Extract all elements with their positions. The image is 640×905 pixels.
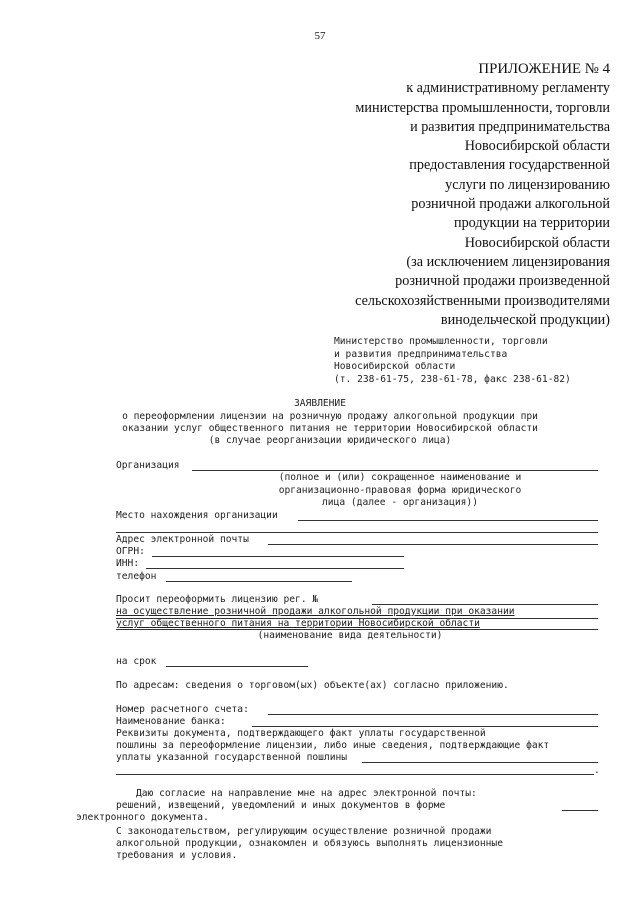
consent-text: электронного документа. xyxy=(76,812,209,823)
appendix-line: сельскохозяйственными производителями xyxy=(355,292,610,309)
appendix-line: продукции на территории xyxy=(454,215,610,232)
payment-period: . xyxy=(594,765,600,776)
appendix-line: розничной продажи алкогольной xyxy=(411,196,610,213)
inn-field[interactable] xyxy=(146,568,404,569)
payment-text: Реквизиты документа, подтверждающего факт уплаты государственной xyxy=(116,728,486,739)
law-text: требования и условия. xyxy=(116,850,238,861)
organization-hint: организационно-правовая форма юридического xyxy=(278,485,522,496)
ogrn-label: ОГРН: xyxy=(116,546,145,557)
organization-hint: лица (далее - организация)) xyxy=(322,497,478,508)
statement-title: ЗАЯВЛЕНИЕ xyxy=(294,398,346,409)
appendix-line: Новосибирской области xyxy=(464,234,610,251)
activity-line: услуг общественного питания на территории Новосибирской области xyxy=(116,618,480,629)
location-label: Место нахождения организации xyxy=(116,510,278,521)
appendix-line: услуги по лицензированию xyxy=(445,176,610,193)
addressee-line: (т. 238-61-75, 238-61-78, факс 238-61-82) xyxy=(334,373,571,385)
appendix-title: ПРИЛОЖЕНИЕ № 4 xyxy=(478,61,610,77)
appendix-line: винодельческой продукции) xyxy=(440,311,610,328)
request-label: Просит переоформить лицензию рег. № xyxy=(116,594,319,605)
appendix-line: предоставления государственной xyxy=(409,157,610,174)
appendix-line: к административному регламенту xyxy=(406,80,610,97)
appendix-line: и развития предпринимательства xyxy=(410,118,610,135)
addressee-block xyxy=(334,336,571,386)
activity-line: на осуществление розничной продажи алкогольной продукции при оказании xyxy=(116,606,515,617)
appendix-line: розничной продажи произведенной xyxy=(395,273,610,290)
addressee-line: Министерство промышленности, торговли xyxy=(334,336,548,347)
email-label: Адрес электронной почты xyxy=(116,534,249,545)
appendix-line: министерства промышленности, торговли xyxy=(355,99,610,116)
appendix-header xyxy=(355,60,610,330)
appendix-line: Новосибирской области xyxy=(464,138,610,155)
payment-field-extra[interactable] xyxy=(116,774,594,775)
account-field[interactable] xyxy=(268,714,598,715)
addressee-line: Новосибирской области xyxy=(334,361,456,372)
consent-text: Даю согласие на направление мне на адрес электронной почты: xyxy=(136,788,477,799)
statement-line: о переоформлении лицензии на розничную продажу алкогольной продукции при xyxy=(122,411,538,422)
bank-field[interactable] xyxy=(252,726,598,727)
statement-line: оказании услуг общественного питания не территории Новосибирской области xyxy=(122,423,538,434)
term-label: на срок xyxy=(116,656,157,667)
license-number-field[interactable] xyxy=(372,604,598,605)
addressee-line: и развития предпринимательства xyxy=(334,348,508,360)
payment-text: пошлины за переоформление лицензии, либо иные сведения, подтверждающие факт xyxy=(116,740,550,751)
law-text: С законодательством, регулирующим осуществление розничной продажи xyxy=(116,826,492,837)
email-field[interactable] xyxy=(268,544,598,545)
phone-label: телефон xyxy=(116,571,157,582)
location-field-extra[interactable] xyxy=(116,532,598,533)
law-text: алкогольной продукции, ознакомлен и обязуюсь выполнять лицензионные xyxy=(116,838,503,849)
ogrn-field[interactable] xyxy=(152,556,404,557)
term-field[interactable] xyxy=(166,666,308,667)
addresses-text: По адресам: сведения о торговом(ых) объекте(ах) согласно приложению. xyxy=(116,680,509,691)
payment-text: уплаты указанной государственной пошлины xyxy=(116,752,348,763)
bank-label: Наименование банка: xyxy=(116,716,226,727)
payment-field[interactable] xyxy=(362,762,598,763)
consent-field[interactable] xyxy=(562,810,598,811)
appendix-line: (за исключением лицензирования xyxy=(406,253,610,270)
consent-text: решений, извещений, уведомлений и иных документов в форме xyxy=(116,800,446,811)
inn-label: ИНН: xyxy=(116,558,140,569)
statement-line: (в случае реорганизации юридического лица) xyxy=(208,435,452,446)
organization-field[interactable] xyxy=(192,470,598,471)
page-number: 57 xyxy=(314,30,326,42)
account-label: Номер расчетного счета: xyxy=(116,704,249,715)
location-field[interactable] xyxy=(298,520,598,521)
organization-hint: (полное и (или) сокращенное наименование и xyxy=(278,472,522,483)
organization-label: Организация xyxy=(116,460,180,471)
activity-hint: (наименование вида деятельности) xyxy=(257,630,443,641)
phone-field[interactable] xyxy=(166,581,352,582)
